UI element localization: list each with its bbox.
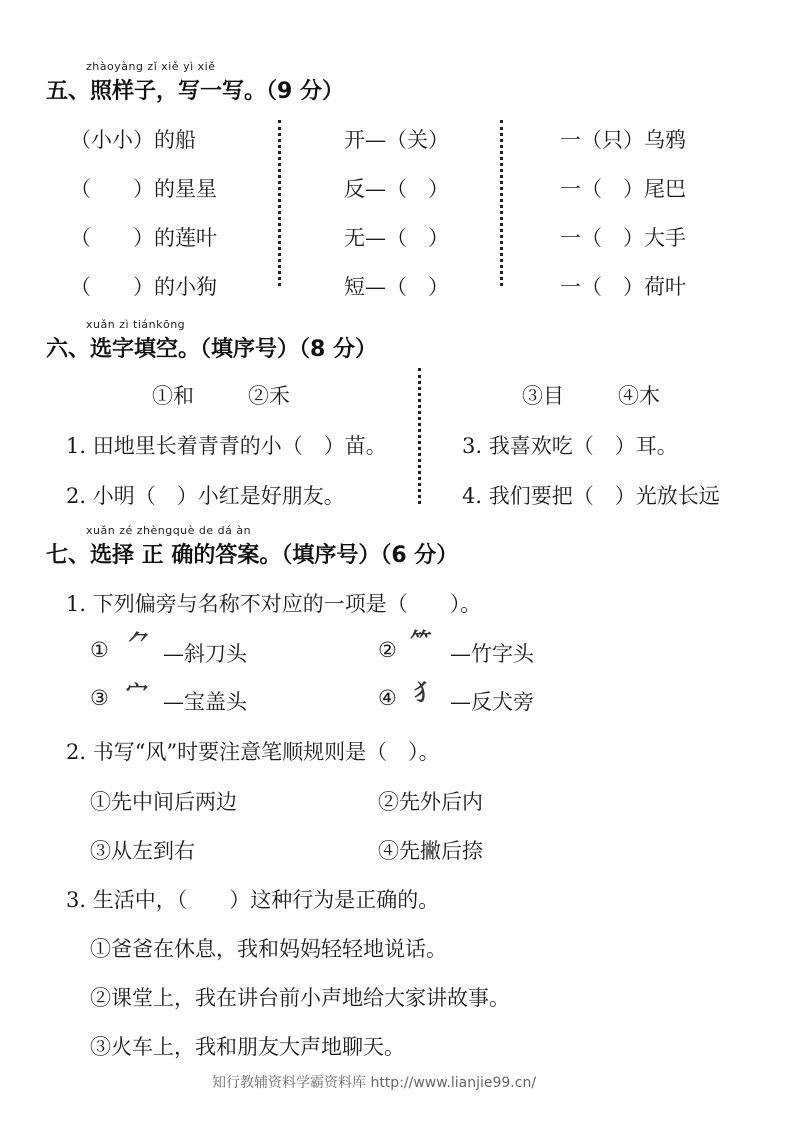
s7-q3-option-c: ③火车上，我和朋友大声地聊天。 bbox=[90, 1035, 405, 1059]
s5-col1-row4: （ ）的小狗 bbox=[70, 275, 217, 299]
s7-q1-option-b-text: —竹字头 bbox=[450, 642, 534, 666]
s6-title: 六、选字填空。（填序号）（8 分） bbox=[46, 337, 377, 362]
s5-col3-row1: 一（只）乌鸦 bbox=[560, 128, 686, 152]
s6-pinyin: xuǎn zì tiánkōng bbox=[86, 318, 186, 331]
zhu-zi-tou-radical-icon: ⺮ bbox=[410, 629, 433, 654]
s5-col1-row3: （ ）的莲叶 bbox=[70, 226, 217, 250]
s5-divider-1 bbox=[278, 120, 281, 286]
s5-col1-row1: （小小）的船 bbox=[70, 128, 196, 152]
s6-question-3: 3. 我喜欢吃（ ）耳。 bbox=[462, 434, 678, 458]
s7-q1-option-b-number: ② bbox=[378, 638, 397, 662]
xie-dao-tou-radical-icon: ⺈ bbox=[128, 631, 151, 656]
s7-pinyin: xuǎn zé zhèngquè de dá àn bbox=[86, 524, 252, 537]
s7-q1-option-a-number: ① bbox=[90, 638, 109, 662]
s5-col2-row2: 反—（ ） bbox=[344, 177, 449, 201]
s5-title: 五、照样子，写一写。（9 分） bbox=[46, 79, 344, 104]
s7-q1-option-c-text: —宝盖头 bbox=[163, 690, 247, 714]
s5-col2-row1: 开—（关） bbox=[344, 128, 449, 152]
s7-q2-option-d: ④先撇后捺 bbox=[378, 839, 483, 863]
s7-q1-option-d-text: —反犬旁 bbox=[450, 690, 534, 714]
s6-divider bbox=[418, 368, 421, 504]
s7-q1-option-d-number: ④ bbox=[378, 686, 397, 710]
s7-q1-option-a-text: —斜刀头 bbox=[163, 642, 247, 666]
s6-question-4: 4. 我们要把（ ）光放长远 bbox=[462, 484, 720, 508]
s5-col1-row2: （ ）的星星 bbox=[70, 177, 217, 201]
s7-q2-option-b: ②先外后内 bbox=[378, 790, 483, 814]
s6-question-2: 2. 小明（ ）小红是好朋友。 bbox=[66, 484, 345, 508]
s7-title: 七、选择 正 确的答案。（填序号）（6 分） bbox=[46, 543, 459, 568]
fan-quan-pang-radical-icon: 犭 bbox=[414, 681, 437, 706]
s7-q2-option-a: ①先中间后两边 bbox=[90, 790, 237, 814]
s7-question-1: 1. 下列偏旁与名称不对应的一项是（ ）。 bbox=[66, 592, 482, 616]
s6-option-4: ④木 bbox=[618, 384, 660, 408]
s6-option-1: ①和 bbox=[152, 384, 194, 408]
s7-question-2: 2. 书写“风”时要注意笔顺规则是（ ）。 bbox=[66, 740, 440, 764]
s6-option-3: ③目 bbox=[522, 384, 564, 408]
s5-pinyin: zhàoyàng zǐ xiě yì xiě bbox=[86, 60, 216, 73]
s6-option-2: ②禾 bbox=[248, 384, 290, 408]
s7-q3-option-b: ②课堂上，我在讲台前小声地给大家讲故事。 bbox=[90, 986, 510, 1010]
bao-gai-tou-radical-icon: 宀 bbox=[126, 681, 149, 706]
s5-col3-row4: 一（ ）荷叶 bbox=[560, 275, 686, 299]
s5-col2-row3: 无—（ ） bbox=[344, 226, 449, 250]
s7-q3-option-a: ①爸爸在休息，我和妈妈轻轻地说话。 bbox=[90, 937, 447, 961]
s6-question-1: 1. 田地里长着青青的小（ ）苗。 bbox=[66, 434, 387, 458]
s5-col2-row4: 短—（ ） bbox=[344, 275, 449, 299]
s7-question-3: 3. 生活中，（ ）这种行为是正确的。 bbox=[66, 888, 440, 912]
s7-q1-option-c-number: ③ bbox=[90, 686, 109, 710]
s7-q2-option-c: ③从左到右 bbox=[90, 839, 195, 863]
s5-col3-row3: 一（ ）大手 bbox=[560, 226, 686, 250]
s5-col3-row2: 一（ ）尾巴 bbox=[560, 177, 686, 201]
footer-watermark: 知行教辅资料学霸资料库 http://www.lianjie99.cn/ bbox=[212, 1075, 537, 1091]
s5-divider-2 bbox=[500, 120, 503, 286]
